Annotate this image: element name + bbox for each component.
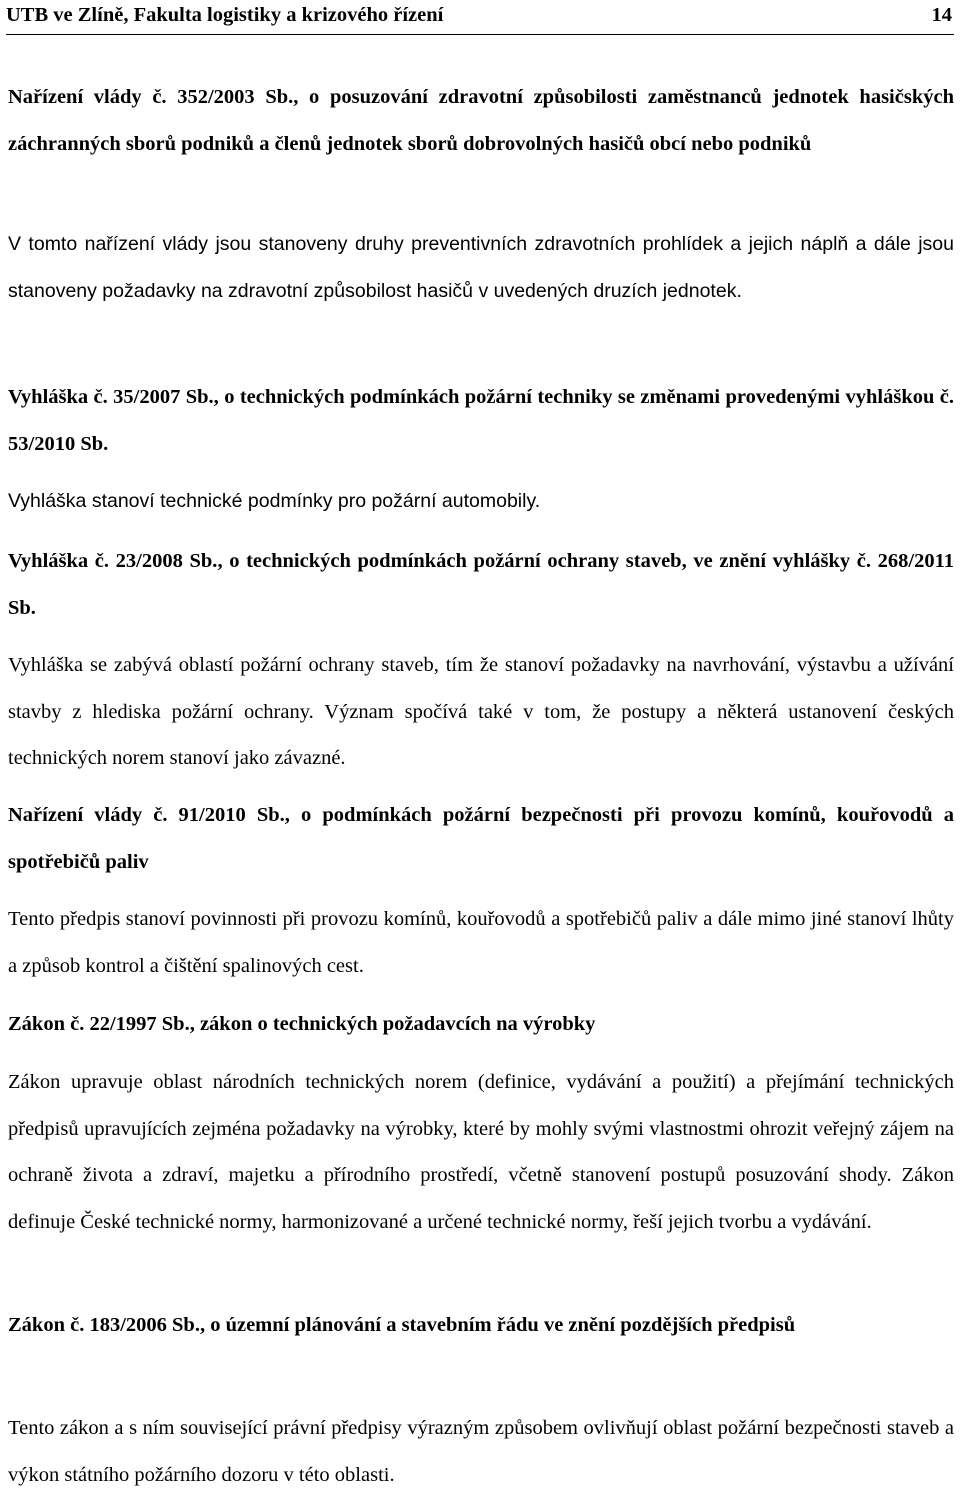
regulation-reference: Nařízení vlády č. 352/2003 Sb. bbox=[8, 86, 294, 108]
page-number: 14 bbox=[931, 4, 952, 26]
regulation-reference: Nařízení vlády č. 91/2010 Sb. bbox=[8, 804, 285, 826]
section-heading bbox=[8, 1302, 954, 1349]
section-body: V tomto nařízení vlády jsou stanoveny druhy preventivních zdravotních prohlídek a jejich náplň a dále jsou stanoveny požadavky na zdravotní způsobilost hasičů v uvedených druzích jednotek. bbox=[8, 233, 954, 302]
section-heading bbox=[8, 1001, 954, 1048]
running-header bbox=[6, 0, 954, 35]
section-body: Tento předpis stanoví povinnosti při provozu komínů, kouřovodů a spotřebičů paliv a dále mimo jiné stanoví lhůty a způsob kontrol a čištění spalinových cest. bbox=[8, 908, 954, 977]
section-body: Vyhláška stanoví technické podmínky pro požární automobily. bbox=[8, 490, 541, 512]
regulation-title: , zákon o technických požadavcích na výrobky bbox=[189, 1013, 596, 1035]
regulation-reference: Zákon č. 183/2006 Sb. bbox=[8, 1314, 200, 1336]
regulation-reference: Zákon č. 22/1997 Sb. bbox=[8, 1013, 190, 1035]
header-title: UTB ve Zlíně, Fakulta logistiky a krizového řízení bbox=[6, 4, 444, 26]
regulation-title: , o technických podmínkách požární ochrany staveb, ve znění vyhlášky č. 268/2011 Sb. bbox=[8, 550, 954, 619]
section-heading bbox=[8, 792, 954, 885]
section-body: Tento zákon a s ním související právní předpisy výrazným způsobem ovlivňují oblast požární bezpečnosti staveb a výkon státního požárního dozoru v této oblasti. bbox=[8, 1417, 954, 1486]
regulation-reference: Vyhláška č. 35/2007 Sb. bbox=[8, 386, 214, 408]
section-heading bbox=[8, 74, 954, 167]
section-body: Zákon upravuje oblast národních technických norem (definice, vydávání a použití) a přejímání technických předpisů upravujících zejména požadavky na výrobky, které by mohly svými vlastnostmi ohrozit veřejný zájem na ochraně života a zdraví, majetku a přírodního prostředí, včetně stanovení postupů posuzování shody. Zákon definuje České technické normy, harmonizované a určené technické normy, řeší jejich tvorbu a vydávání. bbox=[8, 1071, 954, 1233]
section-heading bbox=[8, 374, 954, 467]
regulation-title: , o technických podmínkách požární techniky se změnami provedenými vyhláškou č. 53/2010 Sb. bbox=[8, 386, 954, 455]
regulation-title: , o podmínkách požární bezpečnosti při provozu komínů, kouřovodů a spotřebičů paliv bbox=[8, 804, 954, 873]
section-heading bbox=[8, 538, 954, 631]
section-body: Vyhláška se zabývá oblastí požární ochrany staveb, tím že stanoví požadavky na navrhování, výstavbu a užívání stavby z hlediska požární ochrany. Význam spočívá také v tom, že postupy a některá ustanovení českých technických norem stanoví jako závazné. bbox=[8, 654, 954, 769]
regulation-reference: Vyhláška č. 23/2008 Sb. bbox=[8, 550, 218, 572]
regulation-title: , o územní plánování a stavebním řádu ve znění pozdějších předpisů bbox=[199, 1314, 796, 1336]
regulation-title: , o posuzování zdravotní způsobilosti zaměstnanců jednotek hasičských záchranných sborů podniků a členů jednotek sborů dobrovolných hasičů obcí nebo podniků bbox=[8, 86, 954, 155]
